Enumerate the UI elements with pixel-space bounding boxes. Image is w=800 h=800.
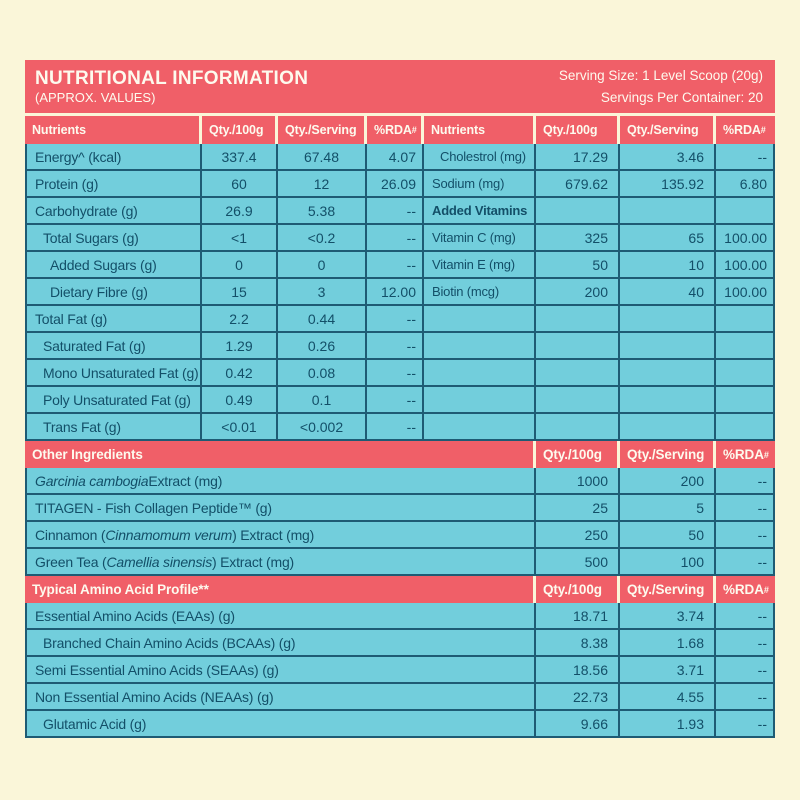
table-row <box>25 468 775 495</box>
qty-100g-cell: 200 <box>536 279 620 306</box>
nutrient-label: Poly Unsaturated Fat (g) <box>25 387 202 414</box>
qty-serving-cell: 0.08 <box>278 360 367 387</box>
rda-cell: -- <box>716 684 775 711</box>
table-row <box>25 252 775 279</box>
col-header-qty100-left: Qty./100g <box>202 116 278 144</box>
qty-serving-cell: 67.48 <box>278 144 367 171</box>
rda-cell: 100.00 <box>716 279 775 306</box>
col-header-rda: %RDA # <box>716 441 775 468</box>
table-row <box>25 360 775 387</box>
table-row <box>25 684 775 711</box>
label-text: ) Extract (mg) <box>232 526 315 543</box>
table-row <box>25 306 775 333</box>
rda-cell: -- <box>716 549 775 576</box>
nutrient-label: Dietary Fibre (g) <box>25 279 202 306</box>
rda-cell: -- <box>716 711 775 738</box>
qty-serving-cell: 3.71 <box>620 657 716 684</box>
qty-serving-cell: 100 <box>620 549 716 576</box>
qty-100g-cell: 26.9 <box>202 198 278 225</box>
servings-per-container-text: Servings Per Container: 20 <box>600 89 763 105</box>
rda-cell: 26.09 <box>367 171 424 198</box>
nutrient-label: Mono Unsaturated Fat (g) <box>25 360 202 387</box>
title-left <box>35 64 308 109</box>
col-header-nutrients-left: Nutrients <box>25 116 202 144</box>
qty-100g-cell <box>536 333 620 360</box>
rda-cell <box>716 306 775 333</box>
ingredient-label <box>25 549 536 576</box>
nutrient-label: Energy^ (kcal) <box>25 144 202 171</box>
nutrient-label <box>424 333 536 360</box>
table-row <box>25 279 775 306</box>
label-text: Green Tea ( <box>35 553 107 570</box>
nutrient-label: Carbohydrate (g) <box>25 198 202 225</box>
qty-100g-cell: 18.71 <box>536 603 620 630</box>
nutrient-label: Vitamin E (mg) <box>424 252 536 279</box>
col-header-qty100: Qty./100g <box>536 576 620 603</box>
qty-serving-cell <box>620 387 716 414</box>
col-header-rda-right: %RDA # <box>716 116 775 144</box>
qty-100g-cell: 9.66 <box>536 711 620 738</box>
serving-size-text: Serving Size: 1 Level Scoop (20g) <box>558 67 763 83</box>
rda-label: %RDA <box>374 123 412 137</box>
qty-serving-cell <box>620 414 716 441</box>
nutrition-table <box>25 60 775 738</box>
qty-serving-cell: 0.1 <box>278 387 367 414</box>
col-header-nutrients-right: Nutrients <box>424 116 536 144</box>
qty-100g-cell: 15 <box>202 279 278 306</box>
column-header-row <box>25 116 775 144</box>
ingredient-label: Glutamic Acid (g) <box>25 711 536 738</box>
qty-100g-cell: 250 <box>536 522 620 549</box>
qty-serving-cell: 50 <box>620 522 716 549</box>
qty-100g-cell: 2.2 <box>202 306 278 333</box>
table-row <box>25 198 775 225</box>
qty-serving-cell: 135.92 <box>620 171 716 198</box>
rda-cell: -- <box>367 360 424 387</box>
qty-serving-cell: 4.55 <box>620 684 716 711</box>
nutrient-label <box>424 414 536 441</box>
qty-serving-cell: 65 <box>620 225 716 252</box>
rda-cell: -- <box>367 252 424 279</box>
qty-100g-cell <box>536 387 620 414</box>
rda-cell: 6.80 <box>716 171 775 198</box>
qty-100g-cell: 500 <box>536 549 620 576</box>
table-row <box>25 630 775 657</box>
rda-cell <box>716 333 775 360</box>
qty-100g-cell: 50 <box>536 252 620 279</box>
qty-100g-cell <box>536 306 620 333</box>
nutrient-label <box>424 360 536 387</box>
rda-cell <box>716 198 775 225</box>
qty-100g-cell: 0.42 <box>202 360 278 387</box>
rda-cell: -- <box>716 495 775 522</box>
qty-serving-cell: 0 <box>278 252 367 279</box>
qty-serving-cell: <0.2 <box>278 225 367 252</box>
rda-label: %RDA <box>723 447 764 462</box>
label-text: Cinnamon ( <box>35 526 106 543</box>
page-subtitle: (APPROX. VALUES) <box>35 89 156 105</box>
col-header-rda-left: %RDA # <box>367 116 424 144</box>
rda-cell: 12.00 <box>367 279 424 306</box>
qty-100g-cell: 325 <box>536 225 620 252</box>
col-header-qtyserving-right: Qty./Serving <box>620 116 716 144</box>
qty-serving-cell: <0.002 <box>278 414 367 441</box>
rda-cell: -- <box>367 225 424 252</box>
section-title: Typical Amino Acid Profile** <box>25 576 536 603</box>
qty-100g-cell: 8.38 <box>536 630 620 657</box>
rda-cell: -- <box>367 333 424 360</box>
rda-cell: 100.00 <box>716 225 775 252</box>
qty-100g-cell: 22.73 <box>536 684 620 711</box>
ingredient-label: Branched Chain Amino Acids (BCAAs) (g) <box>25 630 536 657</box>
ingredient-label <box>25 468 536 495</box>
serving-info <box>559 64 763 109</box>
col-header-qtyserving: Qty./Serving <box>620 441 716 468</box>
table-row <box>25 171 775 198</box>
rda-cell: -- <box>716 630 775 657</box>
table-row <box>25 333 775 360</box>
rda-cell: -- <box>716 522 775 549</box>
label-text: Extract (mg) <box>148 472 223 489</box>
qty-serving-cell: 0.26 <box>278 333 367 360</box>
qty-100g-cell: 0.49 <box>202 387 278 414</box>
rda-cell <box>716 414 775 441</box>
qty-100g-cell: 1000 <box>536 468 620 495</box>
qty-100g-cell: <1 <box>202 225 278 252</box>
amino-acid-body <box>25 603 775 738</box>
table-row <box>25 711 775 738</box>
qty-100g-cell: 17.29 <box>536 144 620 171</box>
botanical-name: Garcinia cambogia <box>35 472 149 489</box>
qty-100g-cell: 18.56 <box>536 657 620 684</box>
col-header-qtyserving: Qty./Serving <box>620 576 716 603</box>
qty-serving-cell <box>620 333 716 360</box>
qty-100g-cell: 0 <box>202 252 278 279</box>
ingredient-label: Essential Amino Acids (EAAs) (g) <box>25 603 536 630</box>
rda-cell: -- <box>367 387 424 414</box>
qty-serving-cell: 1.68 <box>620 630 716 657</box>
col-header-qty100: Qty./100g <box>536 441 620 468</box>
title-block <box>25 60 775 113</box>
qty-serving-cell: 0.44 <box>278 306 367 333</box>
qty-serving-cell: 40 <box>620 279 716 306</box>
botanical-name: Camellia sinensis <box>106 553 213 570</box>
qty-serving-cell: 3.74 <box>620 603 716 630</box>
table-row <box>25 549 775 576</box>
ingredient-label: Semi Essential Amino Acids (SEAAs) (g) <box>25 657 536 684</box>
nutrient-label <box>424 306 536 333</box>
qty-serving-cell: 3 <box>278 279 367 306</box>
nutrient-label: Trans Fat (g) <box>25 414 202 441</box>
qty-100g-cell: 337.4 <box>202 144 278 171</box>
nutrient-label: Added Sugars (g) <box>25 252 202 279</box>
nutrient-label: Total Sugars (g) <box>25 225 202 252</box>
page-title: NUTRITIONAL INFORMATION <box>35 67 309 89</box>
qty-100g-cell: 679.62 <box>536 171 620 198</box>
rda-cell: 100.00 <box>716 252 775 279</box>
qty-100g-cell <box>536 414 620 441</box>
nutrient-label: Total Fat (g) <box>25 306 202 333</box>
rda-cell: 4.07 <box>367 144 424 171</box>
qty-serving-cell: 12 <box>278 171 367 198</box>
nutrient-label: Biotin (mcg) <box>424 279 536 306</box>
nutrient-label: Vitamin C (mg) <box>424 225 536 252</box>
rda-cell <box>716 387 775 414</box>
nutrient-label: Cholestrol (mg) <box>424 144 536 171</box>
section-header-other-ingredients <box>25 441 775 468</box>
qty-serving-cell: 5.38 <box>278 198 367 225</box>
rda-cell: -- <box>367 198 424 225</box>
botanical-name: Cinnamomum verum <box>105 526 233 543</box>
qty-100g-cell: 1.29 <box>202 333 278 360</box>
qty-100g-cell: 60 <box>202 171 278 198</box>
qty-serving-cell <box>620 306 716 333</box>
qty-100g-cell: 25 <box>536 495 620 522</box>
table-row <box>25 657 775 684</box>
table-row <box>25 387 775 414</box>
rda-cell: -- <box>716 657 775 684</box>
table-row <box>25 225 775 252</box>
table-row <box>25 603 775 630</box>
qty-serving-cell: 3.46 <box>620 144 716 171</box>
qty-100g-cell <box>536 360 620 387</box>
qty-serving-cell: 200 <box>620 468 716 495</box>
rda-cell <box>716 360 775 387</box>
qty-serving-cell: 1.93 <box>620 711 716 738</box>
qty-100g-cell <box>536 198 620 225</box>
rda-cell: -- <box>716 468 775 495</box>
rda-cell: -- <box>367 414 424 441</box>
section-header-amino-acid-profile <box>25 576 775 603</box>
label-text: ) Extract (mg) <box>212 553 294 570</box>
ingredient-label: TITAGEN - Fish Collagen Peptide™ (g) <box>25 495 536 522</box>
rda-label: %RDA <box>723 582 764 597</box>
rda-cell: -- <box>367 306 424 333</box>
ingredient-label: Non Essential Amino Acids (NEAAs) (g) <box>25 684 536 711</box>
rda-cell: -- <box>716 144 775 171</box>
nutrient-label: Sodium (mg) <box>424 171 536 198</box>
rda-label: %RDA <box>723 123 761 137</box>
nutrient-label: Added Vitamins <box>424 198 536 225</box>
col-header-rda: %RDA # <box>716 576 775 603</box>
nutrient-label: Protein (g) <box>25 171 202 198</box>
nutrient-label: Saturated Fat (g) <box>25 333 202 360</box>
qty-serving-cell: 10 <box>620 252 716 279</box>
nutrients-body <box>25 144 775 441</box>
nutrient-label <box>424 387 536 414</box>
table-row <box>25 414 775 441</box>
table-row <box>25 144 775 171</box>
ingredient-label <box>25 522 536 549</box>
col-header-qty100-right: Qty./100g <box>536 116 620 144</box>
table-row <box>25 522 775 549</box>
other-ingredients-body <box>25 468 775 576</box>
col-header-qtyserving-left: Qty./Serving <box>278 116 367 144</box>
table-row <box>25 495 775 522</box>
qty-serving-cell <box>620 360 716 387</box>
qty-100g-cell: <0.01 <box>202 414 278 441</box>
qty-serving-cell <box>620 198 716 225</box>
rda-cell: -- <box>716 603 775 630</box>
qty-serving-cell: 5 <box>620 495 716 522</box>
section-title: Other Ingredients <box>25 441 536 468</box>
